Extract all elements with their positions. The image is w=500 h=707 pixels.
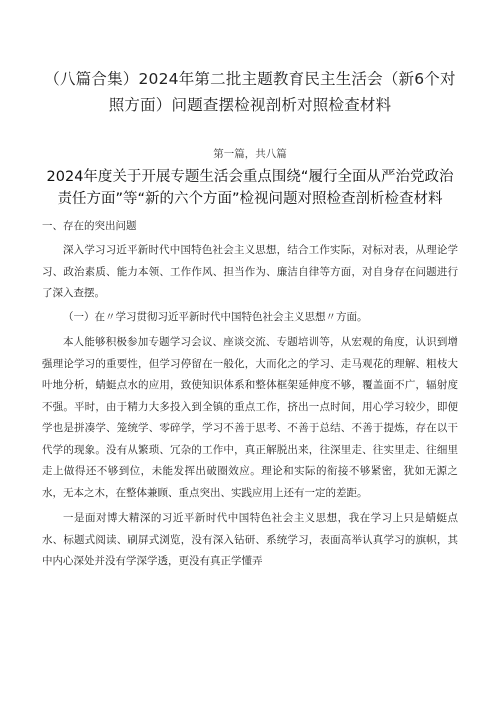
paragraph-subheading: （一）在〃学习贯彻习近平新时代中国特色社会主义思想〃方面。 <box>63 310 368 323</box>
document-title: （八篇合集）2024年第二批主题教育民主生活会（新6个对照方面）问题查摆检视剖析对照检查材料 <box>44 70 456 114</box>
part-label: 第一篇，共八篇 <box>213 148 287 160</box>
paragraph-point-one: 一是面对博大精深的习近平新时代中国特色社会主义思想，我在学习上只是蜻蜓点水、标题式阅读、刷屏式浏览，没有深入钻研、系统学习，表面高举认真学习的旗帜，其中内心深处并没有学深学透，更没有真正学懂弄 <box>42 512 458 567</box>
section-heading: 一、存在的突出问题 <box>42 220 137 232</box>
paragraph-body: 本人能够积极参加专题学习会议、座谈交流、专题培训等，从宏观的角度，认识到增强理论学习的重要性，但学习停留在一般化，大而化之的学习、走马观花的理解、粗枝大叶地分析，蜻蜓点水的应用，致使知识体系和整体框架延伸度不够，覆盖面不广，辐射度不强。平时，由于精力大多投入到全镇的重点工作，挤出一点时间，用心学习较少，即便学也是拼凑学、笼统学、零碎学，学习不善于思考、不善于总结、不善于提炼，存在以干代学的现象。没有从繁琐、冗杂的工作中，真正解脱出来，往深里走、往实里走、往细里走上做得还不够到位，未能发挥出破圈效应。理论和实际的衔接不够紧密，犹如无源之水，无本之木，在整体兼顾、重点突出、实践应用上还有一定的差距。 <box>42 336 458 499</box>
paragraph-intro: 深入学习习近平新时代中国特色社会主义思想，结合工作实际，对标对表，从理论学习、政治素质、能力本领、工作作风、担当作为、廉洁自律等方面，对自身存在问题进行了深入查摆。 <box>42 244 458 299</box>
section-title: 2024年度关于开展专题生活会重点围绕“履行全面从严治党政治责任方面”等“新的六个方面”检视问题对照检查剖析检查材料 <box>46 169 454 207</box>
